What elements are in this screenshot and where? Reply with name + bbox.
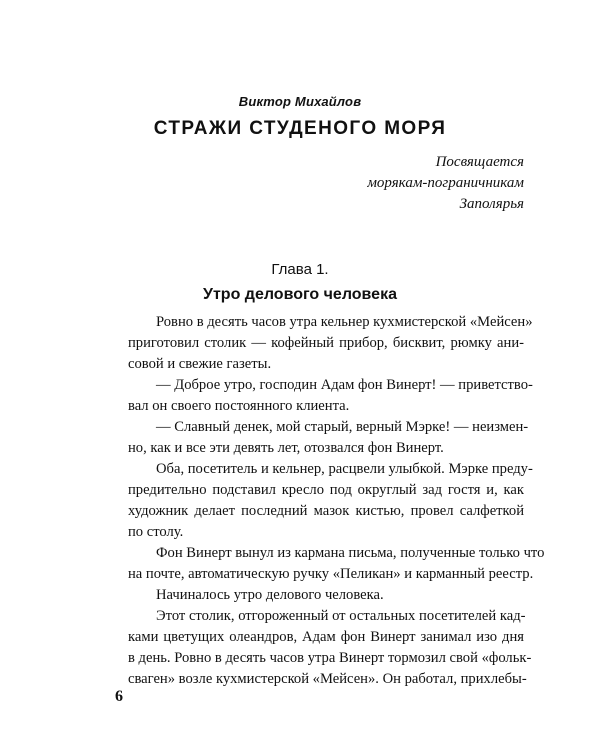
text-line: совой и свежие газеты. [128,356,272,372]
dedication-line: морякам-пограничникам [367,175,524,191]
text-line: но, как и все эти девять лет, отозвался фон Винерт. [128,440,444,456]
chapter-title: Утро делового человека [203,286,397,303]
text-line: ками цветущих олеандров, Адам фон Винерт занимал изо дня [128,629,524,645]
page-number: 6 [115,688,123,705]
text-line: Ровно в десять часов утра кельнер кухмистерской «Мейсен» [156,314,533,330]
body-text [128,312,545,690]
text-line: сваген» возле кухмистерской «Мейсен». Он работал, прихлебы- [128,671,527,687]
text-line: по столу. [128,524,184,540]
text-line: на почте, автоматическую ручку «Пеликан» и карманный реестр. [128,566,534,582]
text-line: — Доброе утро, господин Адам фон Винерт! — приветство- [156,377,533,393]
dedication [367,152,524,215]
text-line: предительно подставил кресло под округлый зад гостя и, как [128,482,524,498]
dedication-line: Заполярья [459,196,524,212]
book-title: СТРАЖИ СТУДЕНОГО МОРЯ [153,118,447,139]
text-line: вал он своего постоянного клиента. [128,398,350,414]
text-line: Фон Винерт вынул из кармана письма, полученные только что [156,545,545,561]
author-name: Виктор Михайлов [238,94,362,109]
dedication-line: Посвящается [435,154,524,170]
text-line: приготовил столик — кофейный прибор, бисквит, рюмку ани- [128,335,524,351]
chapter-number: Глава 1. [271,261,329,278]
text-line: — Славный денек, мой старый, верный Мэрке! — неизмен- [156,419,529,435]
text-line: Начиналось утро делового человека. [156,587,384,603]
text-line: художник делает последний мазок кистью, провел салфеткой [128,503,524,519]
text-line: Оба, посетитель и кельнер, расцвели улыбкой. Мэрке преду- [156,461,533,477]
text-line: в день. Ровно в десять часов утра Винерт тормозил свой «фольк- [128,650,532,666]
text-line: Этот столик, отгороженный от остальных посетителей кад- [156,608,526,624]
